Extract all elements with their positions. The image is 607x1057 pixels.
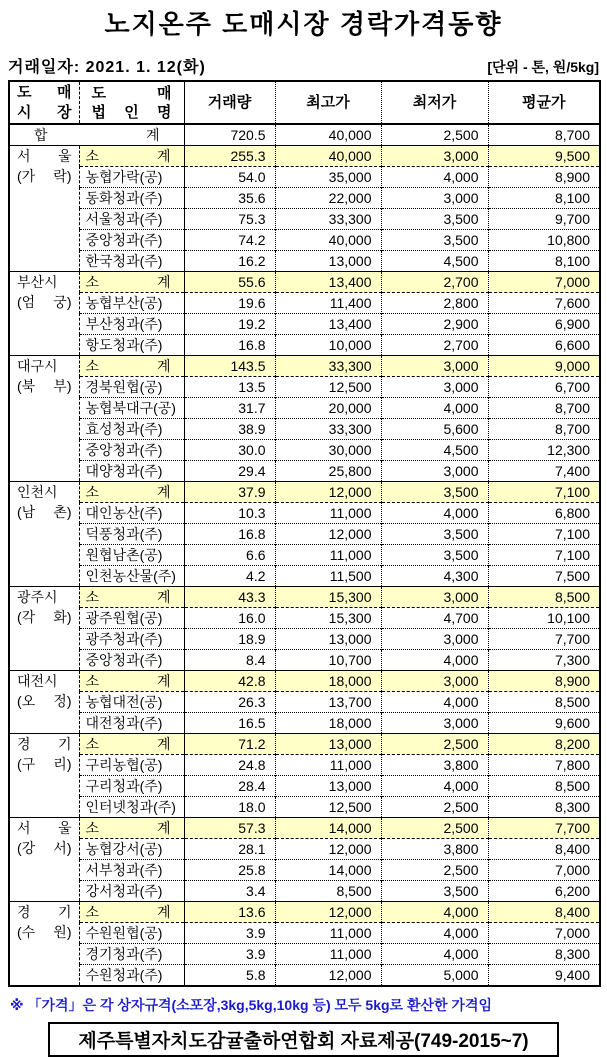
avg-cell: 7,600	[488, 293, 600, 314]
table-header-row	[9, 81, 600, 124]
avg-cell: 9,400	[488, 965, 600, 987]
high-cell: 12,000	[275, 524, 381, 545]
subtotal-high-cell: 13,000	[275, 734, 381, 755]
avg-cell: 6,700	[488, 377, 600, 398]
high-cell: 25,800	[275, 461, 381, 482]
subtotal-volume-cell: 143.5	[184, 356, 275, 377]
subtotal-low-cell: 2,700	[381, 272, 488, 293]
corp-name-cell: 원협남촌(공)	[79, 545, 184, 566]
corp-row	[9, 965, 600, 987]
high-cell: 11,000	[275, 545, 381, 566]
corp-name-cell: 효성청과(주)	[79, 419, 184, 440]
corp-name-cell: 구리청과(주)	[79, 776, 184, 797]
volume-cell: 35.6	[184, 188, 275, 209]
header-high: 최고가	[275, 81, 381, 124]
avg-cell: 6,900	[488, 314, 600, 335]
subtotal-high-cell: 15,300	[275, 587, 381, 608]
unit-label: [단위 - 톤, 원/5kg]	[487, 59, 599, 75]
footnote: ※ 「가격」은 각 상자규격(소포장,3kg,5kg,10kg 등) 모두 5kg로 환산한 가격임	[10, 997, 493, 1013]
high-cell: 18,000	[275, 713, 381, 734]
subtotal-volume-cell: 42.8	[184, 671, 275, 692]
market-name-line1: 경 기	[17, 736, 72, 752]
corp-name-cell: 부산청과(주)	[79, 314, 184, 335]
subtotal-low-cell: 3,500	[381, 482, 488, 503]
corp-row	[9, 755, 600, 776]
low-cell: 5,000	[381, 965, 488, 987]
corp-name-cell: 농협강서(공)	[79, 839, 184, 860]
corp-name-cell: 대인농산(주)	[79, 503, 184, 524]
subtotal-avg-cell: 8,500	[488, 587, 600, 608]
avg-cell: 9,700	[488, 209, 600, 230]
volume-cell: 3.9	[184, 944, 275, 965]
corp-row	[9, 230, 600, 251]
corp-row	[9, 776, 600, 797]
volume-cell: 31.7	[184, 398, 275, 419]
low-cell: 3,800	[381, 755, 488, 776]
low-cell: 4,500	[381, 440, 488, 461]
low-cell: 3,500	[381, 524, 488, 545]
market-cell	[9, 671, 79, 734]
high-cell: 13,700	[275, 692, 381, 713]
corp-name-cell: 경북원협(공)	[79, 377, 184, 398]
market-name-line1: 서 울	[17, 148, 72, 164]
subtotal-label-cell: 소 계	[79, 587, 184, 608]
subtotal-row	[9, 587, 600, 608]
high-cell: 13,000	[275, 776, 381, 797]
high-cell: 11,400	[275, 293, 381, 314]
low-cell: 3,000	[381, 461, 488, 482]
corp-row	[9, 503, 600, 524]
low-cell: 5,600	[381, 419, 488, 440]
avg-cell: 8,300	[488, 797, 600, 818]
market-name-line2: (남 촌)	[17, 504, 72, 520]
corp-name-cell: 농협북대구(공)	[79, 398, 184, 419]
subtotal-row	[9, 818, 600, 839]
subtotal-row	[9, 146, 600, 167]
volume-cell: 16.8	[184, 335, 275, 356]
volume-cell: 6.6	[184, 545, 275, 566]
subtotal-volume-cell: 57.3	[184, 818, 275, 839]
market-cell	[9, 734, 79, 818]
corp-row	[9, 923, 600, 944]
header-corp: 도 매 법 인 명	[79, 81, 184, 124]
avg-cell: 8,500	[488, 692, 600, 713]
high-cell: 30,000	[275, 440, 381, 461]
volume-cell: 16.8	[184, 524, 275, 545]
corp-name-cell: 구리농협(공)	[79, 755, 184, 776]
subtotal-volume-cell: 43.3	[184, 587, 275, 608]
subtotal-row	[9, 356, 600, 377]
subtotal-high-cell: 14,000	[275, 818, 381, 839]
high-cell: 11,000	[275, 944, 381, 965]
subtotal-avg-cell: 8,900	[488, 671, 600, 692]
corp-row	[9, 461, 600, 482]
low-cell: 4,000	[381, 944, 488, 965]
subtotal-low-cell: 3,000	[381, 356, 488, 377]
volume-cell: 25.8	[184, 860, 275, 881]
subtotal-row	[9, 671, 600, 692]
volume-cell: 18.9	[184, 629, 275, 650]
subtotal-volume-cell: 55.6	[184, 272, 275, 293]
high-cell: 10,700	[275, 650, 381, 671]
subtotal-label-cell: 소 계	[79, 482, 184, 503]
corp-row	[9, 335, 600, 356]
corp-row	[9, 797, 600, 818]
high-cell: 10,000	[275, 335, 381, 356]
volume-cell: 30.0	[184, 440, 275, 461]
volume-cell: 19.6	[184, 293, 275, 314]
avg-cell: 8,700	[488, 398, 600, 419]
subtotal-row	[9, 902, 600, 923]
subtotal-volume-cell: 71.2	[184, 734, 275, 755]
low-cell: 4,000	[381, 692, 488, 713]
total-label-cell: 합 계	[9, 124, 184, 146]
low-cell: 4,000	[381, 503, 488, 524]
subtotal-avg-cell: 8,400	[488, 902, 600, 923]
total-avg-cell: 8,700	[554, 127, 590, 143]
low-cell: 2,800	[381, 293, 488, 314]
corp-name-cell: 수원청과(주)	[79, 965, 184, 987]
low-cell: 4,000	[381, 923, 488, 944]
high-cell: 40,000	[275, 230, 381, 251]
total-high-cell: 40,000	[275, 124, 381, 146]
subtotal-label-cell: 소 계	[79, 671, 184, 692]
corp-name-cell: 항도청과(주)	[79, 335, 184, 356]
high-cell: 12,000	[275, 965, 381, 987]
low-cell: 4,000	[381, 776, 488, 797]
market-name-line1: 부산시	[17, 274, 58, 290]
total-low-cell: 2,500	[381, 124, 488, 146]
high-cell: 33,300	[275, 209, 381, 230]
low-cell: 2,500	[381, 860, 488, 881]
subtotal-volume-cell: 255.3	[184, 146, 275, 167]
low-cell: 4,000	[381, 167, 488, 188]
corp-name-cell: 중앙청과(주)	[79, 650, 184, 671]
corp-name-cell: 서울청과(주)	[79, 209, 184, 230]
corp-name-cell: 서부청과(주)	[79, 860, 184, 881]
market-cell	[9, 356, 79, 482]
avg-cell: 12,300	[488, 440, 600, 461]
corp-row	[9, 293, 600, 314]
corp-row	[9, 419, 600, 440]
corp-row	[9, 629, 600, 650]
subtotal-low-cell: 2,500	[381, 734, 488, 755]
subtotal-label-cell: 소 계	[79, 902, 184, 923]
avg-cell: 7,500	[488, 566, 600, 587]
volume-cell: 5.8	[184, 965, 275, 987]
corp-row	[9, 209, 600, 230]
avg-cell: 8,900	[488, 167, 600, 188]
header-volume: 거래량	[184, 81, 275, 124]
corp-row	[9, 167, 600, 188]
low-cell: 3,000	[381, 377, 488, 398]
corp-row	[9, 377, 600, 398]
subtotal-low-cell: 3,000	[381, 671, 488, 692]
market-name-line1: 대전시	[17, 673, 58, 689]
corp-name-cell: 인천농산물(주)	[79, 566, 184, 587]
avg-cell: 6,800	[488, 503, 600, 524]
corp-row	[9, 713, 600, 734]
high-cell: 20,000	[275, 398, 381, 419]
low-cell: 3,000	[381, 188, 488, 209]
subtotal-low-cell: 2,500	[381, 818, 488, 839]
avg-cell: 6,200	[488, 881, 600, 902]
subtotal-high-cell: 12,000	[275, 902, 381, 923]
subtotal-high-cell: 18,000	[275, 671, 381, 692]
corp-row	[9, 314, 600, 335]
avg-cell: 8,100	[488, 188, 600, 209]
market-name-line2: (오 정)	[17, 693, 72, 709]
volume-cell: 24.8	[184, 755, 275, 776]
corp-row	[9, 608, 600, 629]
low-cell: 2,500	[381, 797, 488, 818]
low-cell: 3,500	[381, 545, 488, 566]
market-name-line2: (엄 궁)	[17, 294, 72, 310]
high-cell: 11,000	[275, 503, 381, 524]
subtotal-volume-cell: 13.6	[184, 902, 275, 923]
high-cell: 13,400	[275, 314, 381, 335]
avg-cell: 7,100	[488, 524, 600, 545]
avg-cell: 7,700	[488, 629, 600, 650]
corp-row	[9, 251, 600, 272]
high-cell: 33,300	[275, 419, 381, 440]
avg-cell: 7,400	[488, 461, 600, 482]
info-row	[0, 54, 607, 77]
corp-name-cell: 동화청과(주)	[79, 188, 184, 209]
subtotal-low-cell: 3,000	[381, 587, 488, 608]
corp-name-cell: 농협가락(공)	[79, 167, 184, 188]
market-name-line1: 서 울	[17, 820, 72, 836]
volume-cell: 16.5	[184, 713, 275, 734]
corp-row	[9, 650, 600, 671]
corp-row	[9, 881, 600, 902]
corp-row	[9, 524, 600, 545]
avg-cell: 7,800	[488, 755, 600, 776]
avg-cell: 7,100	[488, 545, 600, 566]
subtotal-high-cell: 33,300	[275, 356, 381, 377]
subtotal-label-cell: 소 계	[79, 146, 184, 167]
subtotal-high-cell: 40,000	[275, 146, 381, 167]
market-cell	[9, 818, 79, 902]
avg-cell: 8,400	[488, 839, 600, 860]
corp-name-cell: 한국청과(주)	[79, 251, 184, 272]
subtotal-low-cell: 3,000	[381, 146, 488, 167]
market-cell	[9, 902, 79, 987]
subtotal-row	[9, 482, 600, 503]
low-cell: 3,500	[381, 230, 488, 251]
subtotal-high-cell: 13,400	[275, 272, 381, 293]
market-name-line1: 인천시	[17, 484, 58, 500]
subtotal-avg-cell: 7,100	[488, 482, 600, 503]
page-title: 노지온주 도매시장 경락가격동향	[104, 9, 503, 39]
subtotal-label-cell: 소 계	[79, 734, 184, 755]
volume-cell: 3.4	[184, 881, 275, 902]
high-cell: 12,500	[275, 797, 381, 818]
volume-cell: 10.3	[184, 503, 275, 524]
total-volume-cell: 720.5	[184, 124, 275, 146]
total-row	[9, 124, 600, 146]
corp-name-cell: 덕풍청과(주)	[79, 524, 184, 545]
corp-name-cell: 인터넷청과(주)	[79, 797, 184, 818]
market-name-line2: (각 화)	[17, 609, 72, 625]
low-cell: 3,500	[381, 881, 488, 902]
subtotal-high-cell: 12,000	[275, 482, 381, 503]
volume-cell: 8.4	[184, 650, 275, 671]
low-cell: 3,000	[381, 713, 488, 734]
volume-cell: 54.0	[184, 167, 275, 188]
header-market: 도 매 시 장	[9, 81, 79, 124]
corp-row	[9, 566, 600, 587]
high-cell: 22,000	[275, 188, 381, 209]
avg-cell: 8,500	[488, 776, 600, 797]
corp-row	[9, 545, 600, 566]
corp-name-cell: 농협부산(공)	[79, 293, 184, 314]
avg-cell: 8,100	[488, 251, 600, 272]
market-cell	[9, 146, 79, 272]
low-cell: 4,000	[381, 650, 488, 671]
avg-cell: 7,000	[488, 860, 600, 881]
corp-row	[9, 440, 600, 461]
subtotal-row	[9, 272, 600, 293]
low-cell: 4,000	[381, 398, 488, 419]
volume-cell: 28.4	[184, 776, 275, 797]
volume-cell: 28.1	[184, 839, 275, 860]
corp-name-cell: 수원원협(공)	[79, 923, 184, 944]
low-cell: 2,700	[381, 335, 488, 356]
volume-cell: 16.0	[184, 608, 275, 629]
volume-cell: 3.9	[184, 923, 275, 944]
header-low: 최저가	[381, 81, 488, 124]
subtotal-avg-cell: 8,200	[488, 734, 600, 755]
avg-cell: 10,100	[488, 608, 600, 629]
high-cell: 11,000	[275, 755, 381, 776]
volume-cell: 74.2	[184, 230, 275, 251]
market-name-line2: (수 원)	[17, 924, 72, 940]
subtotal-avg-cell: 9,000	[488, 356, 600, 377]
subtotal-label-cell: 소 계	[79, 356, 184, 377]
avg-cell: 6,600	[488, 335, 600, 356]
corp-name-cell: 강서청과(주)	[79, 881, 184, 902]
header-avg: 평균가	[488, 81, 600, 124]
corp-row	[9, 944, 600, 965]
subtotal-row	[9, 734, 600, 755]
low-cell: 4,500	[381, 251, 488, 272]
high-cell: 35,000	[275, 167, 381, 188]
low-cell: 4,700	[381, 608, 488, 629]
corp-name-cell: 중앙청과(주)	[79, 230, 184, 251]
high-cell: 12,500	[275, 377, 381, 398]
market-cell	[9, 587, 79, 671]
subtotal-volume-cell: 37.9	[184, 482, 275, 503]
market-name-line2: (강 서)	[17, 840, 72, 856]
market-name-line1: 광주시	[17, 589, 58, 605]
volume-cell: 4.2	[184, 566, 275, 587]
high-cell: 13,000	[275, 251, 381, 272]
volume-cell: 13.5	[184, 377, 275, 398]
corp-name-cell: 대전청과(주)	[79, 713, 184, 734]
market-name-line2: (가 락)	[17, 168, 72, 184]
volume-cell: 38.9	[184, 419, 275, 440]
subtotal-low-cell: 4,000	[381, 902, 488, 923]
high-cell: 11,000	[275, 923, 381, 944]
market-name-line2: (구 리)	[17, 756, 72, 772]
corp-row	[9, 839, 600, 860]
low-cell: 3,000	[381, 629, 488, 650]
corp-name-cell: 중앙청과(주)	[79, 440, 184, 461]
avg-cell: 7,300	[488, 650, 600, 671]
volume-cell: 16.2	[184, 251, 275, 272]
market-name-line2: (북 부)	[17, 378, 72, 394]
high-cell: 8,500	[275, 881, 381, 902]
volume-cell: 19.2	[184, 314, 275, 335]
corp-name-cell: 대양청과(주)	[79, 461, 184, 482]
avg-cell: 10,800	[488, 230, 600, 251]
high-cell: 15,300	[275, 608, 381, 629]
volume-cell: 18.0	[184, 797, 275, 818]
corp-name-cell: 농협대전(공)	[79, 692, 184, 713]
market-name-line1: 대구시	[17, 358, 58, 374]
low-cell: 4,300	[381, 566, 488, 587]
corp-row	[9, 188, 600, 209]
avg-cell: 7,000	[488, 923, 600, 944]
volume-cell: 26.3	[184, 692, 275, 713]
price-table	[8, 80, 601, 987]
low-cell: 3,800	[381, 839, 488, 860]
volume-cell: 29.4	[184, 461, 275, 482]
subtotal-avg-cell: 7,000	[488, 272, 600, 293]
subtotal-avg-cell: 7,700	[488, 818, 600, 839]
report-page	[0, 7, 607, 1057]
high-cell: 11,500	[275, 566, 381, 587]
provider-text: 제주특별자치도감귤출하연합회 자료제공(749-2015~7)	[78, 1031, 529, 1052]
low-cell: 2,900	[381, 314, 488, 335]
volume-cell: 75.3	[184, 209, 275, 230]
subtotal-avg-cell: 9,500	[488, 146, 600, 167]
corp-row	[9, 398, 600, 419]
corp-name-cell: 광주원협(공)	[79, 608, 184, 629]
corp-row	[9, 692, 600, 713]
subtotal-label-cell: 소 계	[79, 272, 184, 293]
corp-name-cell: 경기청과(주)	[79, 944, 184, 965]
avg-cell: 8,700	[488, 419, 600, 440]
low-cell: 3,500	[381, 209, 488, 230]
avg-cell: 9,600	[488, 713, 600, 734]
high-cell: 14,000	[275, 860, 381, 881]
high-cell: 12,000	[275, 839, 381, 860]
corp-name-cell: 광주청과(주)	[79, 629, 184, 650]
market-cell	[9, 272, 79, 356]
corp-row	[9, 860, 600, 881]
market-cell	[9, 482, 79, 587]
market-name-line1: 경 기	[17, 904, 72, 920]
trade-date-label: 거래일자: 2021. 1. 12(화)	[8, 59, 206, 76]
high-cell: 13,000	[275, 629, 381, 650]
avg-cell: 8,300	[488, 944, 600, 965]
subtotal-label-cell: 소 계	[79, 818, 184, 839]
